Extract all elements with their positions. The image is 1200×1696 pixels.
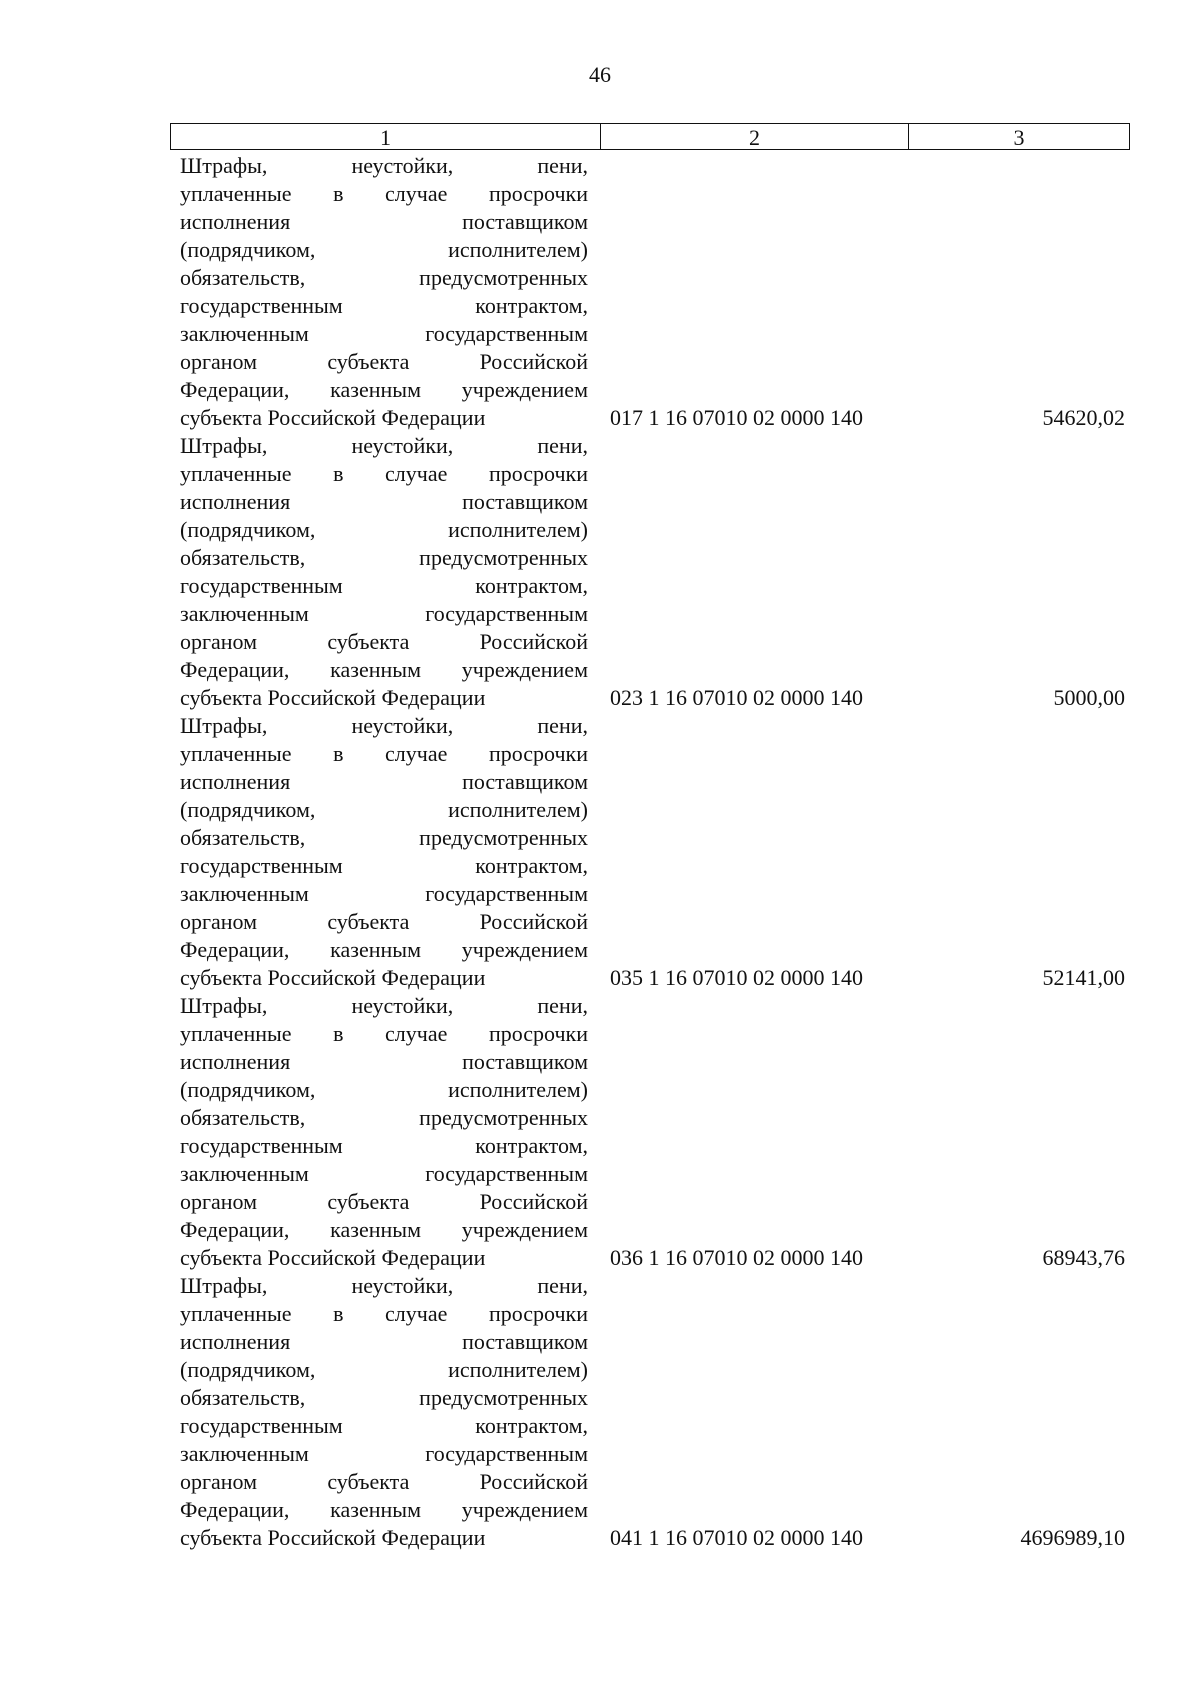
description-word: пени, xyxy=(537,153,588,178)
description-word: случае xyxy=(385,741,448,766)
budget-code: 017 1 16 07010 02 0000 140 xyxy=(610,405,863,430)
description-word: поставщиком xyxy=(462,489,588,514)
description-word: уплаченные xyxy=(180,181,292,206)
description-line xyxy=(180,180,588,208)
description-line xyxy=(180,1356,588,1384)
budget-code: 023 1 16 07010 02 0000 140 xyxy=(610,685,863,710)
description-word: обязательств, xyxy=(180,825,306,850)
description-line xyxy=(180,1076,588,1104)
row-description xyxy=(180,712,588,992)
description-word: предусмотренных xyxy=(419,265,588,290)
description-line xyxy=(180,1524,588,1552)
description-word: обязательств, xyxy=(180,545,306,570)
description-line xyxy=(180,1048,588,1076)
amount-value: 4696989,10 xyxy=(1020,1525,1125,1550)
description-word: в xyxy=(333,1301,344,1326)
description-word: казенным xyxy=(330,657,421,682)
description-word: Федерации, xyxy=(180,1497,290,1522)
description-word: учреждением xyxy=(461,1217,588,1242)
description-word: заключенным xyxy=(180,321,309,346)
description-line xyxy=(180,544,588,572)
description-word: исполнителем) xyxy=(448,1077,588,1102)
description-word: (подрядчиком, xyxy=(180,797,316,822)
description-word: обязательств, xyxy=(180,1105,306,1130)
description-line xyxy=(180,1216,588,1244)
budget-code: 041 1 16 07010 02 0000 140 xyxy=(610,1525,863,1550)
description-word: контрактом, xyxy=(475,293,588,318)
description-word: заключенным xyxy=(180,881,309,906)
row-description xyxy=(180,432,588,712)
description-word: случае xyxy=(385,1021,448,1046)
description-word: органом xyxy=(180,1469,258,1494)
description-word: неустойки, xyxy=(351,1273,454,1298)
amount-value: 54620,02 xyxy=(1042,405,1125,430)
description-word: субъекта Российской Федерации xyxy=(180,1245,486,1270)
description-word: уплаченные xyxy=(180,741,292,766)
description-word: органом xyxy=(180,909,258,934)
description-line xyxy=(180,964,588,992)
description-line xyxy=(180,1440,588,1468)
description-line xyxy=(180,488,588,516)
description-line xyxy=(180,460,588,488)
description-line xyxy=(180,992,588,1020)
description-line xyxy=(180,852,588,880)
description-word: казенным xyxy=(330,377,421,402)
description-word: субъекта xyxy=(327,349,410,374)
description-word: Штрафы, xyxy=(180,713,268,738)
description-word: предусмотренных xyxy=(419,545,588,570)
description-word: исполнения xyxy=(180,1329,291,1354)
description-line xyxy=(180,236,588,264)
description-word: субъекта Российской Федерации xyxy=(180,405,486,430)
description-word: обязательств, xyxy=(180,1385,306,1410)
table-row xyxy=(180,992,1125,1272)
description-word: предусмотренных xyxy=(419,1105,588,1130)
description-word: уплаченные xyxy=(180,1021,292,1046)
description-word: контрактом, xyxy=(475,853,588,878)
description-word: поставщиком xyxy=(462,1049,588,1074)
description-word: Российской xyxy=(479,909,588,934)
description-word: учреждением xyxy=(461,657,588,682)
description-word: Федерации, xyxy=(180,377,290,402)
description-word: государственным xyxy=(180,1133,343,1158)
description-line xyxy=(180,1132,588,1160)
description-word: Российской xyxy=(479,349,588,374)
description-word: случае xyxy=(385,1301,448,1326)
column-header-1: 1 xyxy=(171,124,601,149)
description-word: (подрядчиком, xyxy=(180,237,316,262)
description-word: Федерации, xyxy=(180,1217,290,1242)
description-word: предусмотренных xyxy=(419,825,588,850)
description-line xyxy=(180,152,588,180)
description-word: уплаченные xyxy=(180,461,292,486)
description-line xyxy=(180,600,588,628)
description-line xyxy=(180,656,588,684)
description-line xyxy=(180,712,588,740)
description-word: просрочки xyxy=(488,741,588,766)
description-word: неустойки, xyxy=(351,713,454,738)
description-word: обязательств, xyxy=(180,265,306,290)
description-word: государственным xyxy=(425,321,588,346)
column-header-2: 2 xyxy=(601,124,909,149)
description-word: исполнения xyxy=(180,209,291,234)
table-row xyxy=(180,152,1125,432)
amount-value: 68943,76 xyxy=(1042,1245,1125,1270)
description-word: казенным xyxy=(330,937,421,962)
description-word: субъекта xyxy=(327,629,410,654)
description-word: учреждением xyxy=(461,1497,588,1522)
description-word: субъекта xyxy=(327,909,410,934)
description-word: Штрафы, xyxy=(180,433,268,458)
description-word: неустойки, xyxy=(351,433,454,458)
description-line xyxy=(180,684,588,712)
description-word: органом xyxy=(180,1189,258,1214)
budget-code: 036 1 16 07010 02 0000 140 xyxy=(610,1245,863,1270)
description-line xyxy=(180,516,588,544)
description-word: контрактом, xyxy=(475,1413,588,1438)
description-line xyxy=(180,936,588,964)
description-word: контрактом, xyxy=(475,573,588,598)
description-word: Российской xyxy=(479,1469,588,1494)
description-word: учреждением xyxy=(461,937,588,962)
table-row xyxy=(180,1272,1125,1552)
amount-value: 52141,00 xyxy=(1042,965,1125,990)
row-description xyxy=(180,1272,588,1552)
description-word: исполнителем) xyxy=(448,237,588,262)
description-word: контрактом, xyxy=(475,1133,588,1158)
description-word: неустойки, xyxy=(351,993,454,1018)
description-word: Федерации, xyxy=(180,937,290,962)
table-header xyxy=(170,123,1130,150)
description-word: (подрядчиком, xyxy=(180,1357,316,1382)
description-line xyxy=(180,376,588,404)
description-word: Штрафы, xyxy=(180,1273,268,1298)
description-line xyxy=(180,628,588,656)
description-line xyxy=(180,264,588,292)
description-line xyxy=(180,432,588,460)
description-word: просрочки xyxy=(488,181,588,206)
description-line xyxy=(180,1328,588,1356)
description-line xyxy=(180,404,588,432)
description-word: органом xyxy=(180,349,258,374)
description-word: государственным xyxy=(425,1441,588,1466)
description-line xyxy=(180,348,588,376)
description-word: случае xyxy=(385,181,448,206)
description-line xyxy=(180,292,588,320)
description-word: субъекта xyxy=(327,1469,410,1494)
description-word: государственным xyxy=(425,881,588,906)
description-line xyxy=(180,1244,588,1272)
page-number: 46 xyxy=(589,62,611,87)
description-line xyxy=(180,1188,588,1216)
description-line xyxy=(180,768,588,796)
budget-code: 035 1 16 07010 02 0000 140 xyxy=(610,965,863,990)
description-line xyxy=(180,740,588,768)
description-word: Российской xyxy=(479,1189,588,1214)
description-word: в xyxy=(333,461,344,486)
description-word: субъекта xyxy=(327,1189,410,1214)
description-word: неустойки, xyxy=(351,153,454,178)
description-word: казенным xyxy=(330,1217,421,1242)
description-line xyxy=(180,1160,588,1188)
description-word: поставщиком xyxy=(462,769,588,794)
description-word: органом xyxy=(180,629,258,654)
description-word: заключенным xyxy=(180,1441,309,1466)
description-line xyxy=(180,1412,588,1440)
description-word: заключенным xyxy=(180,601,309,626)
description-word: исполнения xyxy=(180,1049,291,1074)
description-word: поставщиком xyxy=(462,1329,588,1354)
table-row xyxy=(180,432,1125,712)
row-description xyxy=(180,152,588,432)
description-line xyxy=(180,1384,588,1412)
description-line xyxy=(180,208,588,236)
description-word: (подрядчиком, xyxy=(180,517,316,542)
description-word: пени, xyxy=(537,1273,588,1298)
description-word: в xyxy=(333,1021,344,1046)
description-word: исполнения xyxy=(180,489,291,514)
description-word: исполнителем) xyxy=(448,1357,588,1382)
description-line xyxy=(180,796,588,824)
description-word: уплаченные xyxy=(180,1301,292,1326)
description-word: случае xyxy=(385,461,448,486)
description-word: просрочки xyxy=(488,461,588,486)
description-word: исполнителем) xyxy=(448,517,588,542)
row-description xyxy=(180,992,588,1272)
description-word: государственным xyxy=(180,853,343,878)
description-line xyxy=(180,1496,588,1524)
description-line xyxy=(180,1020,588,1048)
description-line xyxy=(180,880,588,908)
description-line xyxy=(180,908,588,936)
description-word: просрочки xyxy=(488,1301,588,1326)
description-line xyxy=(180,1104,588,1132)
description-word: государственным xyxy=(180,573,343,598)
description-word: казенным xyxy=(330,1497,421,1522)
description-word: поставщиком xyxy=(462,209,588,234)
description-line xyxy=(180,320,588,348)
description-word: пени, xyxy=(537,433,588,458)
amount-value: 5000,00 xyxy=(1053,685,1125,710)
description-word: Штрафы, xyxy=(180,153,268,178)
description-word: пени, xyxy=(537,993,588,1018)
description-word: Федерации, xyxy=(180,657,290,682)
description-word: Российской xyxy=(479,629,588,654)
description-line xyxy=(180,1300,588,1328)
description-word: субъекта Российской Федерации xyxy=(180,1525,486,1550)
description-word: (подрядчиком, xyxy=(180,1077,316,1102)
description-word: заключенным xyxy=(180,1161,309,1186)
description-word: государственным xyxy=(180,1413,343,1438)
description-word: исполнения xyxy=(180,769,291,794)
description-word: государственным xyxy=(425,1161,588,1186)
description-line xyxy=(180,572,588,600)
description-line xyxy=(180,1468,588,1496)
description-word: исполнителем) xyxy=(448,797,588,822)
description-word: в xyxy=(333,181,344,206)
description-word: пени, xyxy=(537,713,588,738)
description-word: Штрафы, xyxy=(180,993,268,1018)
description-word: государственным xyxy=(425,601,588,626)
description-word: субъекта Российской Федерации xyxy=(180,685,486,710)
table-body xyxy=(180,152,1125,1552)
description-word: в xyxy=(333,741,344,766)
column-header-3: 3 xyxy=(1013,125,1025,150)
description-word: предусмотренных xyxy=(419,1385,588,1410)
description-word: учреждением xyxy=(461,377,588,402)
description-word: субъекта Российской Федерации xyxy=(180,965,486,990)
description-line xyxy=(180,824,588,852)
description-line xyxy=(180,1272,588,1300)
description-word: просрочки xyxy=(488,1021,588,1046)
description-word: государственным xyxy=(180,293,343,318)
table-row xyxy=(180,712,1125,992)
